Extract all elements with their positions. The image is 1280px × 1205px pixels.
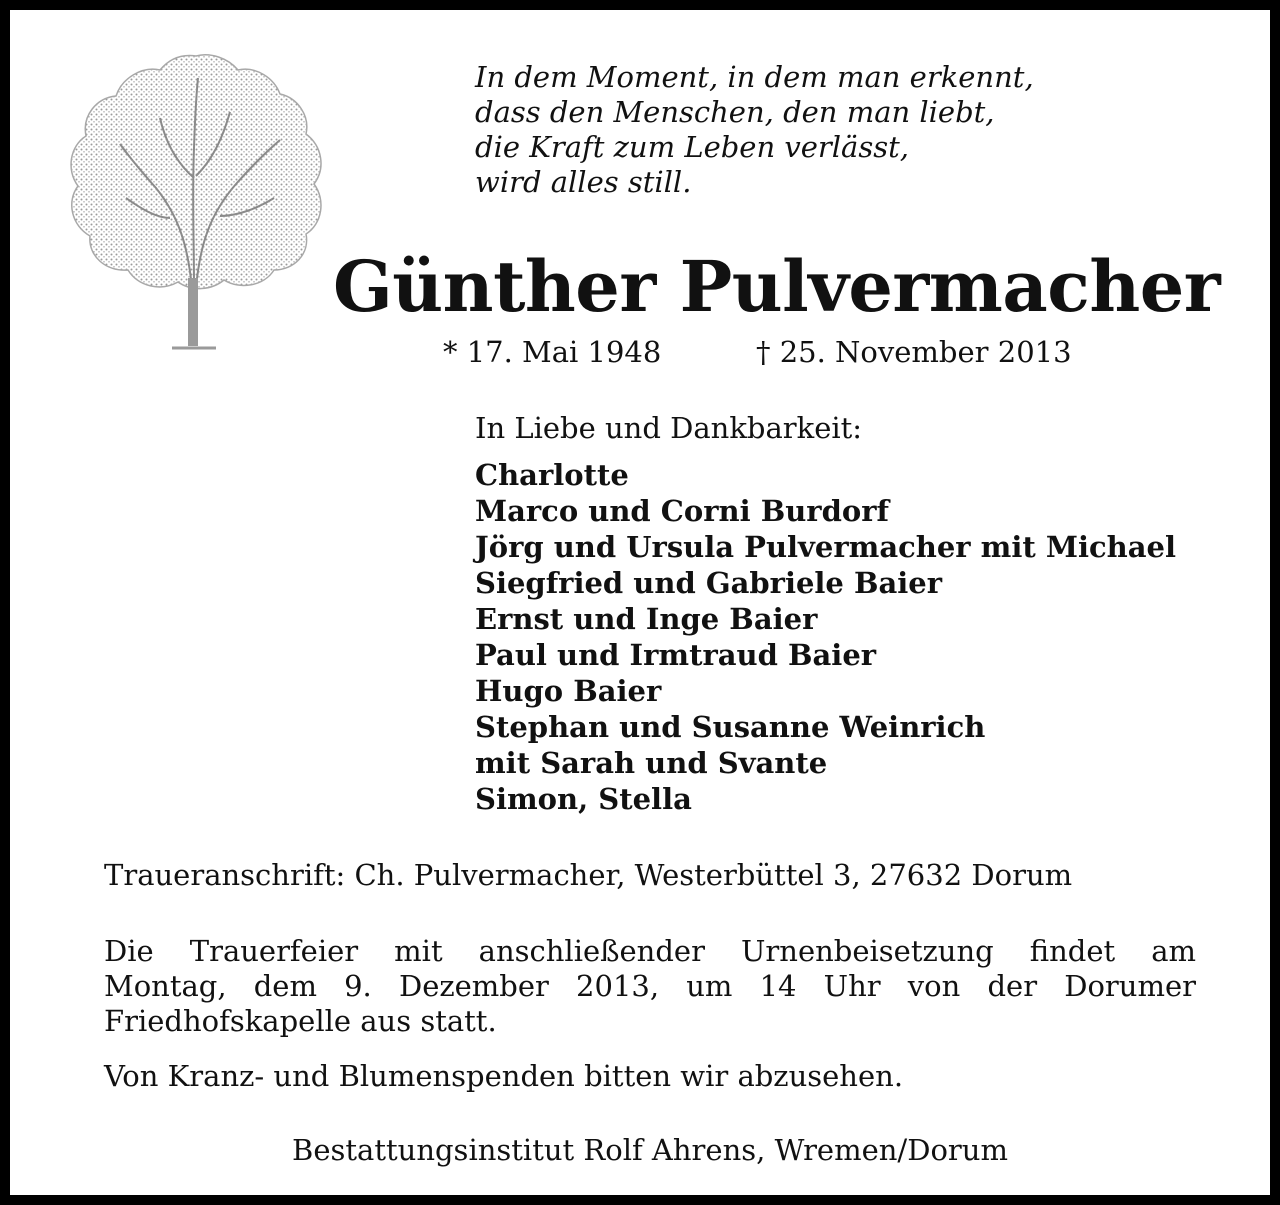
death-date: † 25. November 2013 xyxy=(756,335,1072,369)
quote-line: dass den Menschen, den man liebt, xyxy=(475,95,995,129)
ceremony-line: Die Trauerfeier mit anschließender Urnenbeisetzung findet am xyxy=(104,934,1196,968)
list-item: Marco und Corni Burdorf xyxy=(475,494,889,528)
quote-line: In dem Moment, in dem man erkennt, xyxy=(475,60,1034,94)
list-item: Simon, Stella xyxy=(475,782,692,816)
list-item: Jörg und Ursula Pulvermacher mit Michael xyxy=(475,530,1176,564)
deceased-name: Günther Pulvermacher xyxy=(333,245,1221,328)
ceremony-line: Montag, dem 9. Dezember 2013, um 14 Uhr von der Dorumer xyxy=(104,969,1196,1003)
list-item: Siegfried und Gabriele Baier xyxy=(475,566,943,600)
ceremony-info xyxy=(104,934,1196,1039)
ceremony-line: Friedhofskapelle aus statt. xyxy=(104,1004,497,1038)
list-item: Paul und Irmtraud Baier xyxy=(475,638,877,672)
mourning-address: Traueranschrift: Ch. Pulvermacher, Westerbüttel 3, 27632 Dorum xyxy=(104,858,1073,892)
flowers-note: Von Kranz- und Blumenspenden bitten wir abzusehen. xyxy=(104,1059,904,1093)
quote-line: wird alles still. xyxy=(475,165,692,199)
list-item: Hugo Baier xyxy=(475,674,662,708)
undertaker-name: Bestattungsinstitut Rolf Ahrens, Wremen/Dorum xyxy=(292,1133,1008,1167)
undertaker xyxy=(10,1130,1280,1170)
quote-line: die Kraft zum Leben verlässt, xyxy=(475,130,909,164)
tree-icon xyxy=(60,48,332,353)
birth-date: * 17. Mai 1948 xyxy=(443,335,662,369)
mourners-list xyxy=(475,457,1176,817)
mourners-intro: In Liebe und Dankbarkeit: xyxy=(475,411,863,445)
list-item: mit Sarah und Svante xyxy=(475,746,828,780)
quote xyxy=(475,60,1175,200)
list-item: Charlotte xyxy=(475,458,629,492)
list-item: Ernst und Inge Baier xyxy=(475,602,818,636)
list-item: Stephan und Susanne Weinrich xyxy=(475,710,986,744)
